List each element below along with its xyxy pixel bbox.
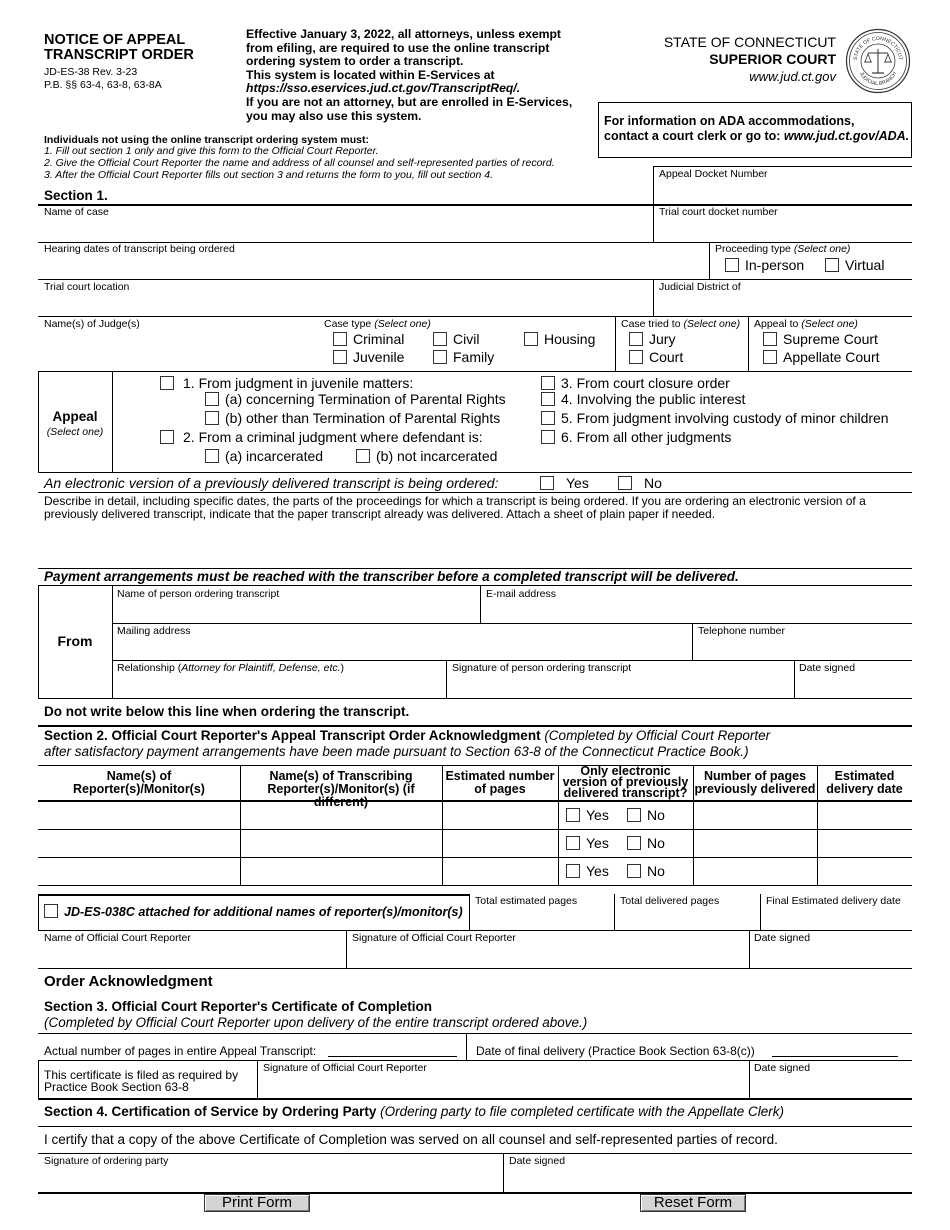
housing-option[interactable]: Housing (524, 331, 595, 347)
housing-checkbox[interactable] (524, 332, 538, 346)
ada-line: contact a court clerk or go to: (604, 129, 784, 143)
email-field[interactable] (483, 601, 910, 621)
total-est-pages-field[interactable] (472, 908, 611, 928)
criminal-checkbox[interactable] (333, 332, 347, 346)
orderer-name-label: Name of person ordering transcript (117, 588, 280, 600)
hearing-dates-label: Hearing dates of transcript being ordered (44, 243, 235, 255)
certificate-date-label: Date signed (754, 1062, 811, 1074)
appeal-opt2a-checkbox[interactable] (205, 449, 219, 463)
certificate-date-field[interactable] (752, 1075, 910, 1095)
judicial-district-label: Judicial District of (659, 281, 741, 293)
practice-book-ref: P.B. §§ 63-4, 63-8, 63-8A (44, 79, 162, 91)
svg-text:JUDICIAL BRANCH: JUDICIAL BRANCH (857, 70, 899, 88)
judges-label: Name(s) of Judge(s) (44, 318, 140, 330)
row-no-option[interactable]: No (627, 863, 665, 879)
notice-line: you may also use this system. (246, 108, 422, 123)
judicial-district-field[interactable] (656, 294, 910, 314)
trial-docket-field[interactable] (656, 219, 910, 239)
jury-checkbox[interactable] (629, 332, 643, 346)
electronic-no-option[interactable]: No (618, 475, 662, 491)
section4-heading: Section 4. Certification of Service by Ordering Party (Ordering party to file completed certificate with the Appellate Clerk) (44, 1104, 785, 1119)
do-not-write-notice: Do not write below this line when ordering the transcript. (44, 704, 410, 719)
section3-subheading: (Completed by Official Court Reporter upon delivery of the entire transcript ordered above.) (44, 1015, 588, 1030)
appeal-opt5-checkbox[interactable] (541, 411, 555, 425)
row-no-option[interactable]: No (627, 835, 665, 851)
appellate-court-checkbox[interactable] (763, 350, 777, 364)
ocr-date-field[interactable] (752, 945, 910, 965)
telephone-field[interactable] (695, 638, 910, 658)
court-checkbox[interactable] (629, 350, 643, 364)
orderer-signature-field[interactable] (449, 675, 791, 695)
case-name-field[interactable] (42, 219, 650, 239)
final-est-date-field[interactable] (763, 908, 910, 928)
jury-option[interactable]: Jury (629, 331, 675, 347)
ocr-name-field[interactable] (42, 945, 344, 965)
form-title (44, 33, 194, 63)
row-no-option[interactable]: No (627, 807, 665, 823)
appeal-opt1-checkbox[interactable] (160, 376, 174, 390)
ocr-date-label: Date signed (754, 932, 811, 944)
electronic-yes-option[interactable]: Yes (540, 475, 589, 491)
court-heading (640, 34, 836, 85)
notice-line: Effective January 3, 2022, all attorneys, unless exempt (246, 27, 561, 41)
actual-pages-field[interactable] (328, 1040, 457, 1056)
describe-instructions: previously delivered transcript, indicate that the paper transcript already was delivered. Attach a sheet of plain paper if needed. (44, 507, 716, 521)
appeal-opt1b-checkbox[interactable] (205, 411, 219, 425)
row-yes-option[interactable]: Yes (566, 807, 609, 823)
instruction-item: 1. Fill out section 1 only and give this form to the Official Court Reporter. (44, 145, 379, 157)
form-number: JD-ES-38 Rev. 3-23 (44, 66, 138, 78)
form-title-line2: TRANSCRIPT ORDER (44, 47, 194, 63)
col-transcribing-header: Name(s) of Transcribing Reporter(s)/Monitor(s) (if different) (267, 769, 415, 809)
appeal-opt1[interactable]: 1. From judgment in juvenile matters: (160, 375, 413, 391)
juvenile-checkbox[interactable] (333, 350, 347, 364)
row-yes-option[interactable]: Yes (566, 835, 609, 851)
juvenile-option[interactable]: Juvenile (333, 349, 404, 365)
court-option[interactable]: Court (629, 349, 683, 365)
trial-docket-label: Trial court docket number (659, 206, 778, 218)
court-name: SUPERIOR COURT (709, 51, 836, 67)
notice-line: This system is located within E-Services at (246, 67, 495, 82)
ordering-party-date-field[interactable] (506, 1168, 910, 1190)
notice-line: from efiling, are required to use the online transcript (246, 40, 550, 55)
appeal-opt6[interactable]: 6. From all other judgments (541, 429, 731, 445)
notice-line: ordering system to order a transcript. (246, 54, 464, 69)
court-website: www.jud.ct.gov (749, 69, 836, 84)
family-checkbox[interactable] (433, 350, 447, 364)
appeal-opt2[interactable]: 2. From a criminal judgment where defendant is: (160, 429, 483, 445)
appeal-opt6-checkbox[interactable] (541, 430, 555, 444)
yes-checkbox[interactable] (566, 836, 580, 850)
appeal-docket-field[interactable] (656, 182, 910, 202)
orderer-date-field[interactable] (797, 675, 910, 695)
certificate-signature-field[interactable] (260, 1075, 747, 1095)
attached-option[interactable]: JD-ES-038C attached for additional names of reporter(s)/monitor(s) (44, 904, 463, 920)
hearing-dates-field[interactable] (42, 256, 702, 276)
appellate-court-option[interactable]: Appellate Court (763, 349, 880, 365)
ordering-party-date-label: Date signed (509, 1155, 566, 1167)
appeal-opt4-checkbox[interactable] (541, 392, 555, 406)
civil-checkbox[interactable] (433, 332, 447, 346)
appeal-docket-label: Appeal Docket Number (659, 168, 768, 180)
order-ack-heading: Order Acknowledgment (44, 973, 213, 990)
appeal-opt2b[interactable]: (b) not incarcerated (356, 448, 497, 464)
print-form-button[interactable]: Print Form (204, 1194, 310, 1212)
row-yes-option[interactable]: Yes (566, 863, 609, 879)
trial-location-field[interactable] (42, 294, 650, 314)
ada-link[interactable]: www.jud.ct.gov/ADA. (783, 129, 910, 143)
appeal-opt1a[interactable]: (a) concerning Termination of Parental Rights (205, 391, 506, 407)
from-label: From (57, 633, 93, 649)
orderer-signature-label: Signature of person ordering transcript (452, 662, 632, 674)
ocr-name-label: Name of Official Court Reporter (44, 932, 191, 944)
section2-subheading: after satisfactory payment arrangements have been made pursuant to Section 63-8 of the Connecticut Practice Book.) (44, 744, 749, 759)
appeal-opt1b[interactable]: (b) other than Termination of Parental Rights (205, 410, 500, 426)
supreme-court-option[interactable]: Supreme Court (763, 331, 878, 347)
final-delivery-field[interactable] (772, 1040, 898, 1056)
ada-line: For information on ADA accommodations, (604, 114, 855, 128)
notice-line: If you are not an attorney, but are enrolled in E-Services, (246, 94, 573, 109)
appeal-opt1a-checkbox[interactable] (205, 392, 219, 406)
ocr-signature-field[interactable] (349, 945, 747, 965)
civil-option[interactable]: Civil (433, 331, 479, 347)
judicial-seal-icon (845, 28, 911, 94)
electronic-question: An electronic version of a previously delivered transcript is being ordered: (44, 475, 499, 491)
appeal-select-hint: (Select one) (46, 426, 104, 438)
ordering-party-signature-label: Signature of ordering party (44, 1155, 169, 1167)
virtual-checkbox[interactable] (825, 258, 839, 272)
appeal-opt2b-checkbox[interactable] (356, 449, 370, 463)
reporter-field[interactable] (40, 831, 238, 855)
transcript-url: https://sso.eservices.jud.ct.gov/TranscriptReq/. (246, 81, 521, 96)
mailing-address-field[interactable] (115, 638, 689, 658)
section1-heading: Section 1. (44, 188, 108, 203)
instructions-heading: Individuals not using the online transcript ordering system must: (44, 134, 369, 146)
case-tried-label: Case tried to (Select one) (621, 318, 741, 330)
orderer-name-field[interactable] (115, 601, 477, 621)
appeal-opt3[interactable]: 3. From court closure order (541, 375, 730, 391)
family-option[interactable]: Family (433, 349, 494, 365)
ordering-party-signature-field[interactable] (42, 1168, 500, 1190)
describe-instructions: Describe in detail, including specific dates, the parts of the proceedings for which a transcript is being ordered. If you are ordering an electronic version of a (44, 494, 866, 508)
no-checkbox[interactable] (627, 836, 641, 850)
col-prev-pages-header: Number of pages previously delivered (694, 769, 816, 796)
certificate-note: This certificate is filed as required by (44, 1068, 239, 1082)
relationship-label: Relationship (Attorney for Plaintiff, Defense, etc.) (117, 662, 345, 674)
judges-field[interactable] (42, 332, 312, 364)
instruction-item: 3. After the Official Court Reporter fills out section 3 and returns the form to you, fill out section 4. (44, 169, 493, 181)
certificate-note: Practice Book Section 63-8 (44, 1080, 189, 1094)
mailing-address-label: Mailing address (117, 625, 191, 637)
col-delivery-header: Estimated delivery date (826, 769, 903, 796)
reset-form-button[interactable]: Reset Form (640, 1194, 746, 1212)
ada-notice (604, 114, 909, 144)
appeal-to-label: Appeal to (Select one) (754, 318, 858, 330)
svg-text:STATE OF CONNECTICUT: STATE OF CONNECTICUT (852, 35, 904, 61)
in-person-option[interactable]: In-person (725, 257, 804, 273)
email-label: E-mail address (486, 588, 557, 600)
description-field[interactable] (42, 523, 910, 567)
actual-pages-label: Actual number of pages in entire Appeal Transcript: (44, 1044, 317, 1058)
electronic-no-checkbox[interactable] (618, 476, 632, 490)
case-name-label: Name of case (44, 206, 109, 218)
telephone-label: Telephone number (698, 625, 785, 637)
col-est-pages-header: Estimated number of pages (445, 769, 555, 796)
total-del-pages-label: Total delivered pages (620, 895, 720, 907)
appeal-label: Appeal (52, 409, 98, 424)
no-checkbox[interactable] (627, 808, 641, 822)
final-est-date-label: Final Estimated delivery date (766, 895, 901, 907)
ocr-signature-label: Signature of Official Court Reporter (352, 932, 516, 944)
virtual-option[interactable]: Virtual (825, 257, 884, 273)
electronic-yes-checkbox[interactable] (540, 476, 554, 490)
orderer-date-label: Date signed (799, 662, 856, 674)
col-reporters-header: Name(s) of Reporter(s)/Monitor(s) (73, 769, 205, 796)
appeal-opt2-checkbox[interactable] (160, 430, 174, 444)
reporter-field[interactable] (40, 859, 238, 883)
appeal-opt4[interactable]: 4. Involving the public interest (541, 391, 745, 407)
supreme-court-checkbox[interactable] (763, 332, 777, 346)
total-del-pages-field[interactable] (617, 908, 757, 928)
yes-checkbox[interactable] (566, 808, 580, 822)
efiling-notice (246, 28, 572, 123)
final-delivery-label: Date of final delivery (Practice Book Section 63-8(c)) (476, 1044, 755, 1058)
appeal-opt5[interactable]: 5. From judgment involving custody of minor children (541, 410, 889, 426)
relationship-field[interactable] (115, 675, 443, 695)
no-checkbox[interactable] (627, 864, 641, 878)
trial-location-label: Trial court location (44, 281, 130, 293)
state-name: STATE OF CONNECTICUT (663, 34, 836, 50)
yes-checkbox[interactable] (566, 864, 580, 878)
reporter-field[interactable] (40, 803, 238, 827)
section3-heading: Section 3. Official Court Reporter's Certificate of Completion (44, 999, 433, 1014)
col-electronic-header: Only electronic version of previously delivered transcript? (562, 764, 689, 800)
form-title-line1: NOTICE OF APPEAL (44, 32, 186, 48)
case-type-label: Case type (Select one) (324, 318, 431, 330)
certificate-signature-label: Signature of Official Court Reporter (263, 1062, 427, 1074)
criminal-option[interactable]: Criminal (333, 331, 404, 347)
total-est-pages-label: Total estimated pages (475, 895, 578, 907)
appeal-opt3-checkbox[interactable] (541, 376, 555, 390)
proceeding-type-label: Proceeding type (Select one) (715, 243, 851, 255)
appeal-opt2a[interactable]: (a) incarcerated (205, 448, 323, 464)
instruction-item: 2. Give the Official Court Reporter the name and address of all counsel and self-represented parties of record. (44, 157, 555, 169)
attached-checkbox[interactable] (44, 904, 58, 918)
section2-heading: Section 2. Official Court Reporter's Appeal Transcript Order Acknowledgment (Completed by Official Court Reporter (44, 728, 771, 743)
certify-statement: I certify that a copy of the above Certificate of Completion was served on all counsel and self-represented parties of record. (44, 1132, 778, 1147)
in-person-checkbox[interactable] (725, 258, 739, 272)
payment-notice: Payment arrangements must be reached with the transcriber before a completed transcript will be delivered. (44, 569, 739, 584)
